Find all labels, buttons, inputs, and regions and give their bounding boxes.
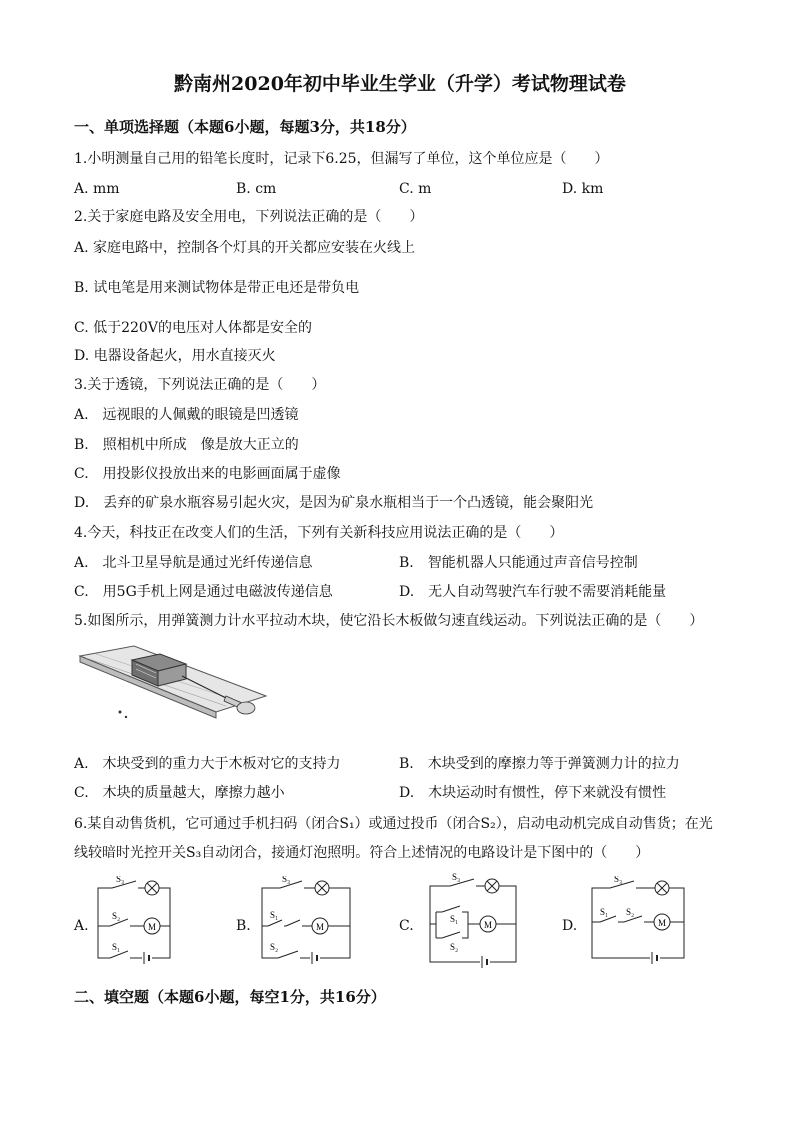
section-1-heading: 一、单项选择题（本题6小题，每题3分，共18分） [74, 118, 416, 136]
circuit-d-s2-switch [624, 916, 644, 926]
circuit-c-battery [480, 956, 490, 968]
q4-stem: 4.今天，科技正在改变人们的生活，下列有关新科技应用说法正确的是（ ） [74, 525, 564, 541]
circuit-b-s2-lower-switch [278, 951, 300, 962]
circuit-b-label: B. [236, 918, 251, 934]
q1-option-d: D. km [562, 181, 604, 197]
circuit-c-s2-label: S₂ [450, 942, 459, 952]
q1-option-a: A. mm [74, 181, 120, 197]
q3-option-a: A. 远视眼的人佩戴的眼镜是凹透镜 [74, 407, 299, 423]
circuit-d-s1-label: S₁ [600, 907, 609, 917]
q4-option-a: A. 北斗卫星导航是通过光纤传递信息 [74, 555, 313, 571]
circuit-b-s2-switch [286, 920, 302, 930]
q1-option-c: C. m [399, 181, 432, 197]
circuit-a-s1-label: S₁ [112, 942, 121, 952]
circuit-diagram-d [586, 876, 690, 968]
q1-option-b: B. cm [236, 181, 277, 197]
q4-option-d: D. 无人自动驾驶汽车行驶不需要消耗能量 [399, 584, 667, 600]
q2-option-c: C. 低于220V的电压对人体都是安全的 [74, 320, 312, 336]
circuit-c-label: C. [399, 918, 414, 934]
q5-option-d: D. 木块运动时有惯性，停下来就没有惯性 [399, 785, 667, 801]
q3-option-c: C. 用投影仪投放出来的电影画面属于虚像 [74, 466, 341, 482]
q2-option-a: A. 家庭电路中，控制各个灯具的开关都应安装在火线上 [74, 240, 416, 256]
circuit-d-label: D. [562, 918, 578, 934]
circuit-b-motor-label: M [316, 922, 325, 932]
circuit-d-s3-label: S₃ [614, 876, 623, 884]
q5-option-a: A. 木块受到的重力大于木板对它的支持力 [74, 756, 341, 772]
q3-option-d: D. 丢弃的矿泉水瓶容易引起火灾，是因为矿泉水瓶相当于一个凸透镜，能会聚阳光 [74, 495, 594, 511]
circuit-a-label: A. [74, 918, 89, 934]
circuit-b-s1-switch [268, 920, 284, 930]
exam-title: 黔南州2020年初中毕业生学业（升学）考试物理试卷 [174, 73, 626, 95]
circuit-a-motor-label: M [148, 922, 157, 932]
circuit-diagram-a [92, 876, 176, 968]
circuit-b-s2-label: S₂ [270, 942, 279, 952]
circuit-b-s1-label: S₁ [270, 910, 279, 920]
q2-stem: 2.关于家庭电路及安全用电，下列说法正确的是（ ） [74, 209, 424, 225]
q4-option-b: B. 智能机器人只能通过声音信号控制 [399, 555, 638, 571]
q3-option-b: B. 照相机中所成 像是放大正立的 [74, 437, 299, 453]
circuit-c-lamp [485, 879, 499, 893]
circuit-a-s3-label: S₃ [116, 876, 125, 884]
circuit-a-battery [142, 952, 152, 964]
circuit-d-lamp [655, 881, 669, 895]
circuit-c-s3-label: S₃ [452, 872, 461, 882]
q6-stem-line-1: 6.某自动售货机，它可通过手机扫码（闭合S₁）或通过投币（闭合S₂），启动电动机完成自动售货；在光 [74, 816, 713, 832]
circuit-c-s1-label: S₁ [450, 914, 459, 924]
circuit-a-lamp [145, 881, 159, 895]
q2-option-d: D. 电器设备起火，用水直接灭火 [74, 348, 276, 364]
circuit-d-motor-label: M [658, 918, 667, 928]
circuit-diagram-b [256, 876, 356, 968]
circuit-d-battery [650, 952, 660, 964]
circuit-d-s2-label: S₂ [626, 907, 635, 917]
q5-stem: 5.如图所示，用弹簧测力计水平拉动木块，使它沿长木板做匀速直线运动。下列说法正确的是（ ） [74, 613, 704, 629]
section-2-heading: 二、填空题（本题6小题，每空1分，共16分） [74, 988, 386, 1006]
circuit-b-battery [310, 952, 320, 964]
q5-option-c: C. 木块的质量越大，摩擦力越小 [74, 785, 285, 801]
q4-option-c: C. 用5G手机上网是通过电磁波传递信息 [74, 584, 333, 600]
circuit-b-lamp [315, 881, 329, 895]
circuit-d-s1-switch [600, 916, 618, 926]
q5-option-b: B. 木块受到的摩擦力等于弹簧测力计的拉力 [399, 756, 680, 772]
circuit-b-s3-label: S₃ [282, 876, 291, 884]
q2-option-b: B. 试电笔是用来测试物体是带正电还是带负电 [74, 280, 360, 296]
circuit-a-s2-label: S₂ [112, 911, 121, 921]
circuit-a-s1-switch [110, 951, 130, 962]
circuit-c-motor-label: M [484, 920, 493, 930]
spring-scale-block-figure [76, 634, 276, 726]
q3-stem: 3.关于透镜，下列说法正确的是（ ） [74, 377, 326, 393]
q1-stem: 1.小明测量自己用的铅笔长度时，记录下6.25，但漏写了单位，这个单位应是（ ） [74, 151, 609, 167]
circuit-c-s2-switch [442, 932, 462, 942]
q6-stem-line-2: 线较暗时光控开关S₃自动闭合，接通灯泡照明。符合上述情况的电路设计是下图中的（ ） [74, 845, 650, 861]
circuit-diagram-c [424, 872, 524, 972]
